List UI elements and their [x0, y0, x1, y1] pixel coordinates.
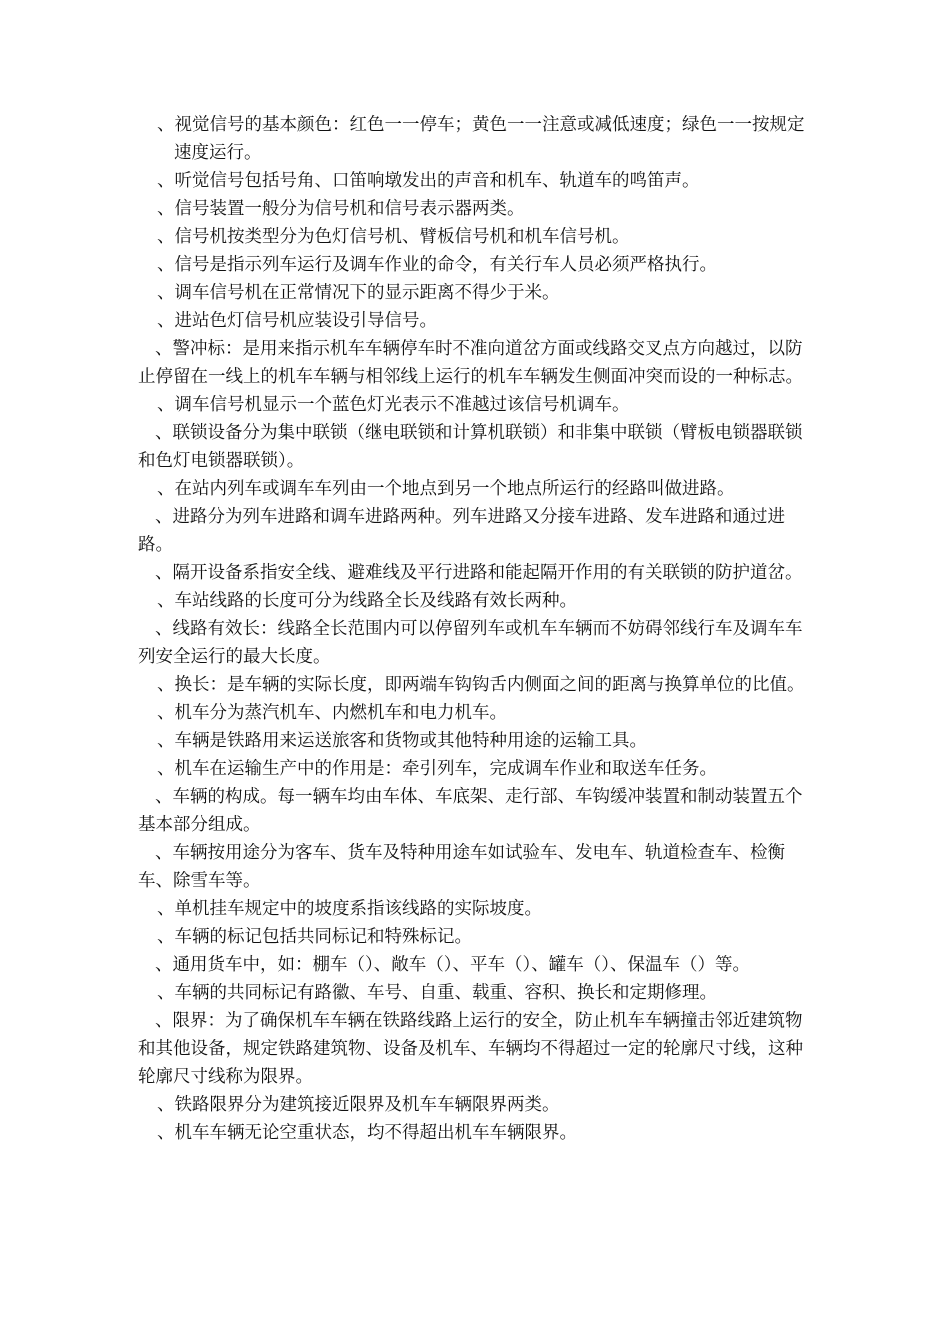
- paragraph-item: 、线路有效长：线路全长范围内可以停留列车或机车车辆而不妨碍邻线行车及调车车列安全运行的最大长度。: [138, 619, 803, 667]
- paragraph-item: 、进路分为列车进路和调车进路两种。列车进路又分接车进路、发车进路和通过进路。: [138, 507, 785, 555]
- paragraph-item: 、车辆的构成。每一辆车均由车体、车底架、走行部、车钩缓冲装置和制动装置五个基本部分组成。: [138, 787, 803, 835]
- paragraph-item: 、铁路限界分为建筑接近限界及机车车辆限界两类。: [157, 1095, 560, 1115]
- paragraph-item: 、警冲标：是用来指示机车车辆停车时不准向道岔方面或线路交叉点方向越过，以防止停留在一线上的机车车辆与相邻线上运行的机车车辆发生侧面冲突而设的一种标志。: [138, 339, 803, 387]
- paragraph-item: 、车辆是铁路用来运送旅客和货物或其他特种用途的运输工具。: [157, 731, 647, 751]
- paragraph-item: 、听觉信号包括号角、口笛响墩发出的声音和机车、轨道车的鸣笛声。: [157, 171, 700, 191]
- paragraph-item: 、信号机按类型分为色灯信号机、臂板信号机和机车信号机。: [157, 227, 630, 247]
- paragraph-item: 、信号是指示列车运行及调车作业的命令，有关行车人员必须严格执行。: [157, 255, 717, 275]
- paragraph-item: 、机车车辆无论空重状态，均不得超出机车车辆限界。: [157, 1123, 577, 1143]
- paragraph-item: 、进站色灯信号机应装设引导信号。: [157, 311, 437, 331]
- paragraph-item: 、调车信号机显示一个蓝色灯光表示不准越过该信号机调车。: [157, 395, 630, 415]
- paragraph-item: 、视觉信号的基本颜色：红色一一停车；黄色一一注意或减低速度；绿色一一按规定速度运行。: [157, 115, 805, 163]
- paragraph-item: 、车辆的共同标记有路徽、车号、自重、载重、容积、换长和定期修理。: [157, 983, 717, 1003]
- paragraph-item: 、换长：是车辆的实际长度，即两端车钩钩舌内侧面之间的距离与换算单位的比值。: [157, 675, 805, 695]
- paragraph-item: 、限界：为了确保机车车辆在铁路线路上运行的安全，防止机车车辆撞击邻近建筑物和其他设备，规定铁路建筑物、设备及机车、车辆均不得超过一定的轮廓尺寸线，这种轮廓尺寸线称为限界。: [138, 1011, 803, 1087]
- paragraph-item: 、机车在运输生产中的作用是：牵引列车，完成调车作业和取送车任务。: [157, 759, 717, 779]
- paragraph-item: 、车站线路的长度可分为线路全长及线路有效长两种。: [157, 591, 577, 611]
- paragraph-item: 、车辆的标记包括共同标记和特殊标记。: [157, 927, 472, 947]
- paragraph-item: 、联锁设备分为集中联锁（继电联锁和计算机联锁）和非集中联锁（臂板电锁器联锁和色灯电锁器联锁）。: [138, 423, 803, 471]
- paragraph-item: 、机车分为蒸汽机车、内燃机车和电力机车。: [157, 703, 507, 723]
- paragraph-item: 、通用货车中，如：棚车（）、敞车（）、平车（）、罐车（）、保温车（）等。: [155, 955, 750, 975]
- paragraph-item: 、隔开设备系指安全线、避难线及平行进路和能起隔开作用的有关联锁的防护道岔。: [155, 563, 803, 583]
- document-body: [138, 111, 818, 1147]
- paragraph-item: 、在站内列车或调车车列由一个地点到另一个地点所运行的经路叫做进路。: [157, 479, 735, 499]
- paragraph-item: 、车辆按用途分为客车、货车及特种用途车如试验车、发电车、轨道检查车、检衡车、除雪车等。: [138, 843, 785, 891]
- paragraph-item: 、单机挂车规定中的坡度系指该线路的实际坡度。: [157, 899, 542, 919]
- paragraph-item: 、调车信号机在正常情况下的显示距离不得少于米。: [157, 283, 560, 303]
- paragraph-item: 、信号装置一般分为信号机和信号表示器两类。: [157, 199, 525, 219]
